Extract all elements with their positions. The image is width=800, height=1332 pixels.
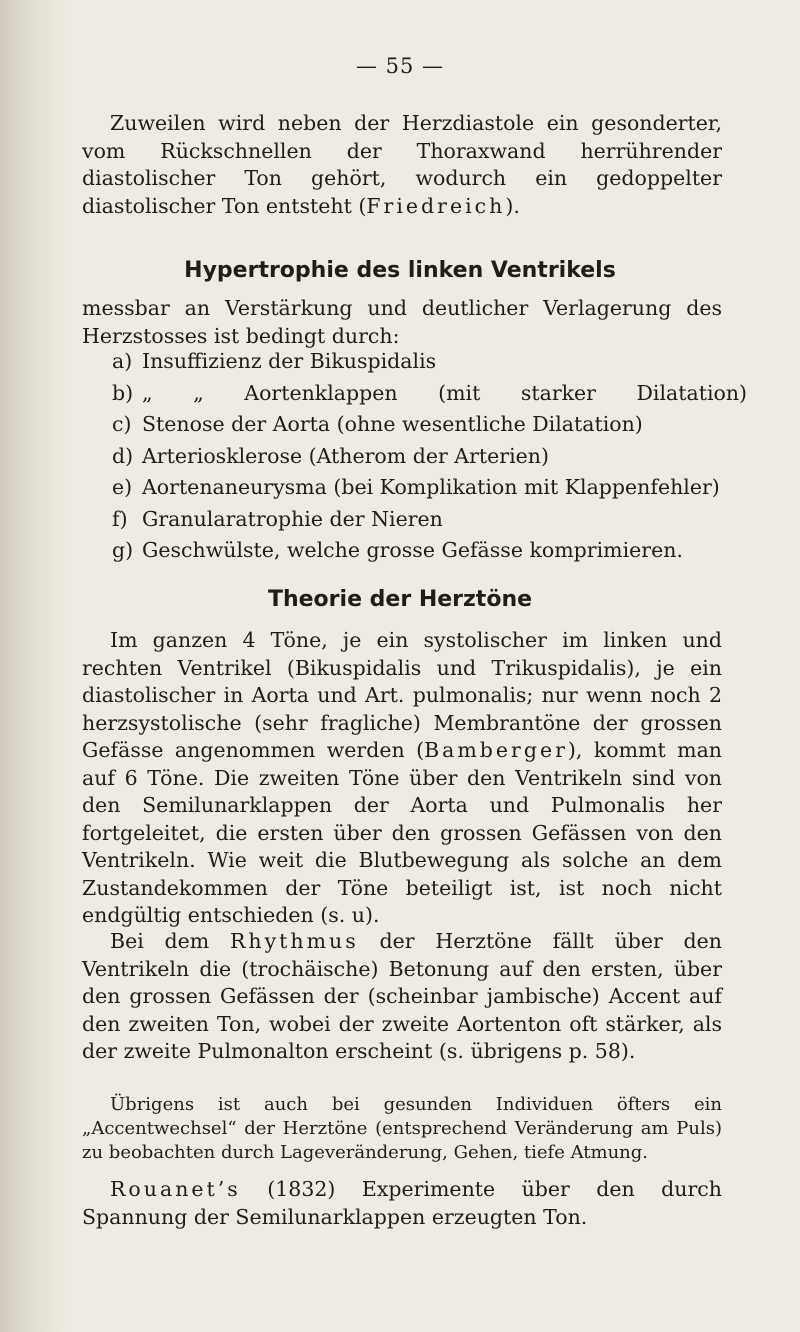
theory-text-b: ), kommt man auf 6 Töne. Die zweiten Töne über den Ventrikeln sind von den Semilunarklappen der Aorta und Pulmonalis her fortgeleitet, die ersten über den grossen Gefässen von den Ventrikeln. Wie weit die Blutbewegung als solche an dem Zustandekommen der Töne beteiligt ist, ist noch nicht endgültig entschieden (s. u). <box>82 738 722 927</box>
list-marker: e) <box>112 475 133 499</box>
rhythm-text-a: Bei dem <box>110 929 230 953</box>
list-item-text: Aortenaneurysma (bei Komplikation mit Klappenfehler) <box>142 475 720 499</box>
intro-text: Zuweilen wird neben der Herzdiastole ein gesonderter, vom Rückschnellen der Thoraxwand herrührender diastolischer Ton gehört, wodurch ein gedoppelter diastolischer Ton entsteht ( <box>82 111 722 218</box>
list-item-text: Arteriosklerose (Atherom der Arterien) <box>142 443 549 468</box>
rouanet-text: (1832) Experimente über den durch Spannung der Semilunarklappen erzeugten Ton. <box>82 1177 722 1229</box>
intro-author: Friedreich <box>366 193 506 218</box>
list-marker: g) <box>112 538 134 562</box>
rouanet-author: Rouanet’s <box>110 1177 241 1201</box>
list-item <box>112 535 732 567</box>
list-item <box>112 472 732 504</box>
intro-paragraph <box>82 110 722 220</box>
note-paragraph: Übrigens ist auch bei gesunden Individuen öfters ein „Accentwechsel“ der Herztöne (entsprechend Veränderung am Puls) zu beobachten durch Lageveränderung, Gehen, tiefe Atmung. <box>82 1094 722 1163</box>
list-item-text: Granularatrophie der Nieren <box>142 506 443 531</box>
section1-lead-paragraph: messbar an Verstärkung und deutlicher Verlagerung des Herzstosses ist bedingt durch: <box>82 296 722 348</box>
section-heading-hypertrophie: Hypertrophie des linken Ventrikels <box>184 258 616 283</box>
rhythm-term: Rhythmus <box>229 929 359 953</box>
list-item <box>112 504 732 536</box>
theory-paragraph <box>82 627 722 930</box>
theory-text-a: Im ganzen 4 Töne, je ein systolischer im linken und rechten Ventrikel (Bikuspidalis und Trikuspidalis), je ein diastolischer in Aorta und Art. pulmonalis; nur wenn noch 2 herzsystolische (sehr fragliche) Membrantöne der grossen Gefässe angenommen werden ( <box>82 628 722 762</box>
list-marker: d) <box>112 443 134 468</box>
list-marker: f) <box>112 506 128 531</box>
rhythm-text-b: der Herztöne fällt über den Ventrikeln die (trochäische) Betonung auf den ersten, über den grossen Gefässen der (scheinbar jambische) Accent auf den zweiten Ton, wobei der zweite Aortenton oft stärker, als der zweite Pulmonalton erscheint (s. übrigens p. 58). <box>82 929 722 1063</box>
list-item <box>112 378 748 410</box>
list-marker: a) <box>112 349 133 373</box>
list-item-text: Geschwülste, welche grosse Gefässe komprimieren. <box>142 538 683 562</box>
list-item-text: „ „ Aortenklappen (mit starker Dilatation) <box>142 380 748 405</box>
list-item <box>112 441 732 473</box>
cause-list <box>112 346 748 567</box>
theory-author: Bamberger <box>424 738 568 762</box>
section-heading-herztoene: Theorie der Herztöne <box>267 587 533 612</box>
page-number: — 55 — <box>355 54 445 78</box>
list-marker: c) <box>112 412 132 436</box>
list-item <box>112 346 732 378</box>
list-item <box>112 409 732 441</box>
list-marker: b) <box>112 380 134 405</box>
rhythm-paragraph <box>82 928 722 1066</box>
list-item-text: Stenose der Aorta (ohne wesentliche Dilatation) <box>142 412 643 436</box>
rouanet-paragraph <box>82 1176 722 1231</box>
list-item-text: Insuffizienz der Bikuspidalis <box>142 349 437 373</box>
intro-end: ). <box>505 193 520 218</box>
